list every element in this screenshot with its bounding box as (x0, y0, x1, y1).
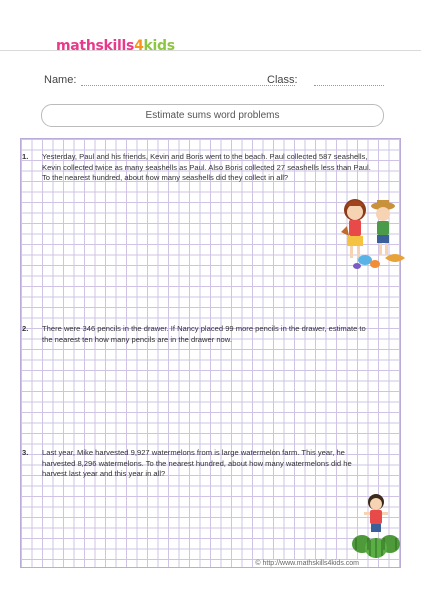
problem-number: 3. (22, 448, 29, 457)
name-field[interactable] (81, 85, 295, 86)
beach-kids-illustration (335, 192, 407, 272)
logo-text-kids: kids (143, 38, 175, 54)
class-label: Class: (267, 74, 298, 86)
name-label: Name: (44, 74, 77, 86)
problem-text: Last year, Mike harvested 9,927 watermelons from is large watermelon farm. This year, he harvested 8,296 watermelons. To the nearest hundred, about how many watermelons did he harvest last year and this year in all? (42, 448, 352, 478)
problem-3 (22, 448, 374, 480)
copyright-footer: © http://www.mathskills4kids.com (255, 560, 359, 567)
worksheet-title: Estimate sums word problems (41, 104, 384, 127)
logo-text-math: mathskills (56, 38, 135, 54)
logo-text-4: 4 (134, 38, 144, 54)
problem-number: 1. (22, 152, 29, 161)
class-field[interactable] (314, 85, 384, 86)
problem-1 (22, 152, 374, 184)
problem-number: 2. (22, 324, 29, 333)
watermelon-boy-illustration (352, 492, 400, 558)
problem-2 (22, 324, 374, 345)
site-logo (56, 38, 175, 54)
student-info-row (44, 74, 385, 90)
header-divider (0, 50, 421, 51)
problem-text: There were 346 pencils in the drawer. If Nancy placed 99 more pencils in the drawer, estimate to the nearest ten how many pencils are in the drawer now. (42, 324, 366, 344)
problem-text: Yesterday, Paul and his friends, Kevin and Boris went to the beach. Paul collected 587 seashells, Kevin collected twice as many seashells as Paul. Also Boris collected 27 seashells less than Paul. To the nearest hundred, about how many seashells did they collect in all? (42, 152, 371, 182)
